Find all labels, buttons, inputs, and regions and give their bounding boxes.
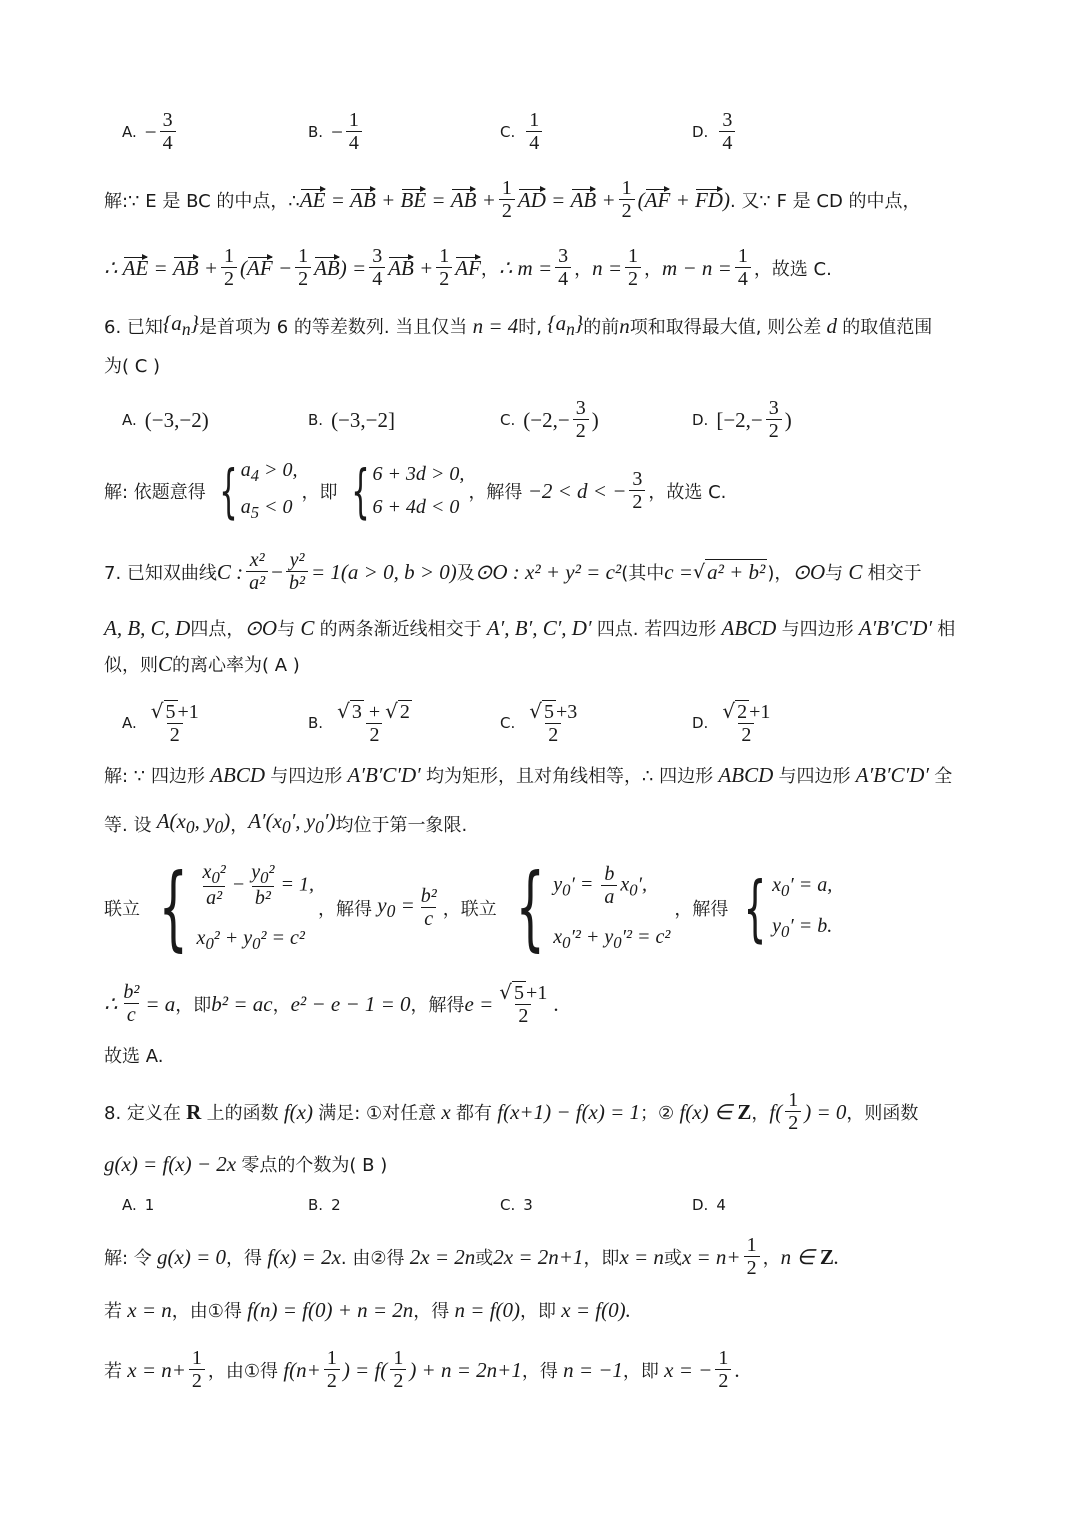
q5-option-a: A. − $\frac{3}{4}$ — [122, 110, 179, 154]
q7-solution-line2: 等. 设 $A(x_0$, $y_0$) ， $A'(x_0'$, $y_0'$) 均位于第一象限. — [104, 809, 468, 838]
q7-solution-line1: 解: ∵ 四边形 ABCD 与四边形 A′B′C′D′ 均为矩形，且对角线相等，∴ 四边形 ABCD 与四边形 A′B′C′D′ 全 — [104, 762, 953, 787]
q8-option-b: B. 2 — [308, 1196, 341, 1214]
q6-option-c: C. (−2,− $\frac{3}{2}$ ) — [500, 397, 599, 442]
q8-solution-line3: 若 x = n+ $\frac{1}{2}$ ，由①得 f(n+ $\frac{1}{2}$ ) = f( $\frac{1}{2}$ ) + n = 2n+1 ，得 n = −1 ，即 x = − $\frac{1}{2}$ . — [104, 1347, 740, 1392]
q7-solution-line4: ∴ $\frac{\text{b²}}{c}$ = a ，即 b² = ac ， e² − e − 1 = 0 ，解得 e = $\frac{√ 5 +1}{2}$ . — [104, 979, 559, 1027]
q8-stem-line1: 8. 定义在 R 上的函数 f(x) 满足: ①对任意 x 都有 f(x+1) − f(x) = 1 ；② f(x) ∈ Z ， f( $\frac{1}{2}$ ) = 0 ，则函数 — [104, 1089, 919, 1134]
q6-option-d: D. [−2,− $\frac{3}{2}$ ) — [692, 397, 792, 442]
q5-solution-line1: 解: ∵ E 是 BC 的中点，∴ AE = AB + BE = AB + $\frac{1}{2}$ AD = AB + $\frac{1}{2}$ (AF + FD) . 又∵ F 是 CD 的中点， — [104, 177, 921, 222]
q6-option-a: A. (−3,−2) — [122, 407, 209, 432]
q8-option-a: A. 1 — [122, 1196, 155, 1214]
q6-options — [122, 392, 982, 448]
q8-solution-line1: 解: 令 g(x) = 0 ，得 f(x) = 2x . 由②得 2x = 2n 或 2x = 2n+1 ，即 x = n 或 x = n+ $\frac{1}{2}$ ， n ∈ Z. — [104, 1234, 840, 1279]
q7-option-b: B. $\frac{√ 3 + √ 2}{2}$ — [308, 698, 410, 746]
q8-option-d: D. 4 — [692, 1196, 726, 1214]
q7-stem-line2: A, B, C, D 四点， ⊙O 与 C 的两条渐近线相交于 A′, B′, C′, D′ 四点. 若四边形 ABCD 与四边形 A′B′C′D′ 相 — [104, 615, 956, 640]
q6-stem-line2: 为( C ) — [104, 356, 161, 377]
q7-solution-line5: 故选 A. — [104, 1046, 164, 1067]
q7-options — [122, 692, 982, 754]
q6-option-b: B. (−3,−2] — [308, 407, 395, 432]
q7-option-c: C. $\frac{√ 5 +3}{2}$ — [500, 698, 578, 746]
q6-solution: 解: 依题意得 { $a_4 > 0$, $a_5 < 0$ ，即 { 6 + 3d > 0, 6 + 4d < 0 ，解得 −2 < d < − $\frac{3}{2}$ ，故选 C. — [104, 457, 727, 525]
q8-solution-line2: 若 x = n ，由①得 f(n) = f(0) + n = 2n ，得 n = f(0) ，即 x = f(0). — [104, 1297, 631, 1322]
q7-solution-line3: 联立 { $\frac{x_0^2}{\text{a²}}$ − $\frac{y_0^2}{\text{b²}}$ = 1, $x_0^2 + y_0^2 = c^2$ ，解得 $y_0$ = $\frac{\text{b²}}{c}$ ，联立 { $y_0'$ = $\frac{b}{a}$ $x_0'$, $x_0'^2 + y_0'^2 = c^2$ ，解得 { $x_0' = a$, $y_0' = b$. — [104, 854, 833, 961]
q6-stem-line1: 6. 已知 $\{a_n\}$ 是首项为 6 的等差数列. 当且仅当 n = 4 时, $\{a_n\}$ 的前 n 项和取得最大值, 则公差 d 的取值范围 — [104, 311, 933, 340]
q8-options — [122, 1180, 982, 1230]
q5-option-c: C. $\frac{1}{4}$ — [500, 110, 545, 154]
q7-option-a: A. $\frac{√ 5 +1}{2}$ — [122, 698, 199, 746]
q7-stem-line3: 似，则 C 的离心率为( A ) — [104, 651, 300, 676]
q5-options — [122, 104, 982, 160]
q5-option-b: B. − $\frac{1}{4}$ — [308, 110, 365, 154]
q5-option-d: D. $\frac{3}{4}$ — [692, 110, 738, 154]
q7-option-d: D. $\frac{√ 2 +1}{2}$ — [692, 698, 771, 746]
q7-stem-line1: 7. 已知双曲线 C : $\frac{\text{x²}}{\text{a²}}$ − $\frac{\text{y²}}{\text{b²}}$ = 1(a > 0, b > 0) 及 ⊙O : x² + y² = c² (其中 c = √ a² + b² )， ⊙O 与 C 相交于 — [104, 549, 922, 594]
q5-solution-line2: ∴ AE = AB + $\frac{1}{2}$ (AF − $\frac{1}{2}$ AB) = $\frac{3}{4}$ AB + $\frac{1}{2}$ AF ， ∴ m = $\frac{3}{4}$ ， n = $\frac{1}{2}$ ， m − n = $\frac{1}{4}$ ，故选 C. — [104, 245, 832, 290]
q8-stem-line2: g(x) = f(x) − 2x 零点的个数为( B ) — [104, 1151, 388, 1176]
q8-option-c: C. 3 — [500, 1196, 533, 1214]
